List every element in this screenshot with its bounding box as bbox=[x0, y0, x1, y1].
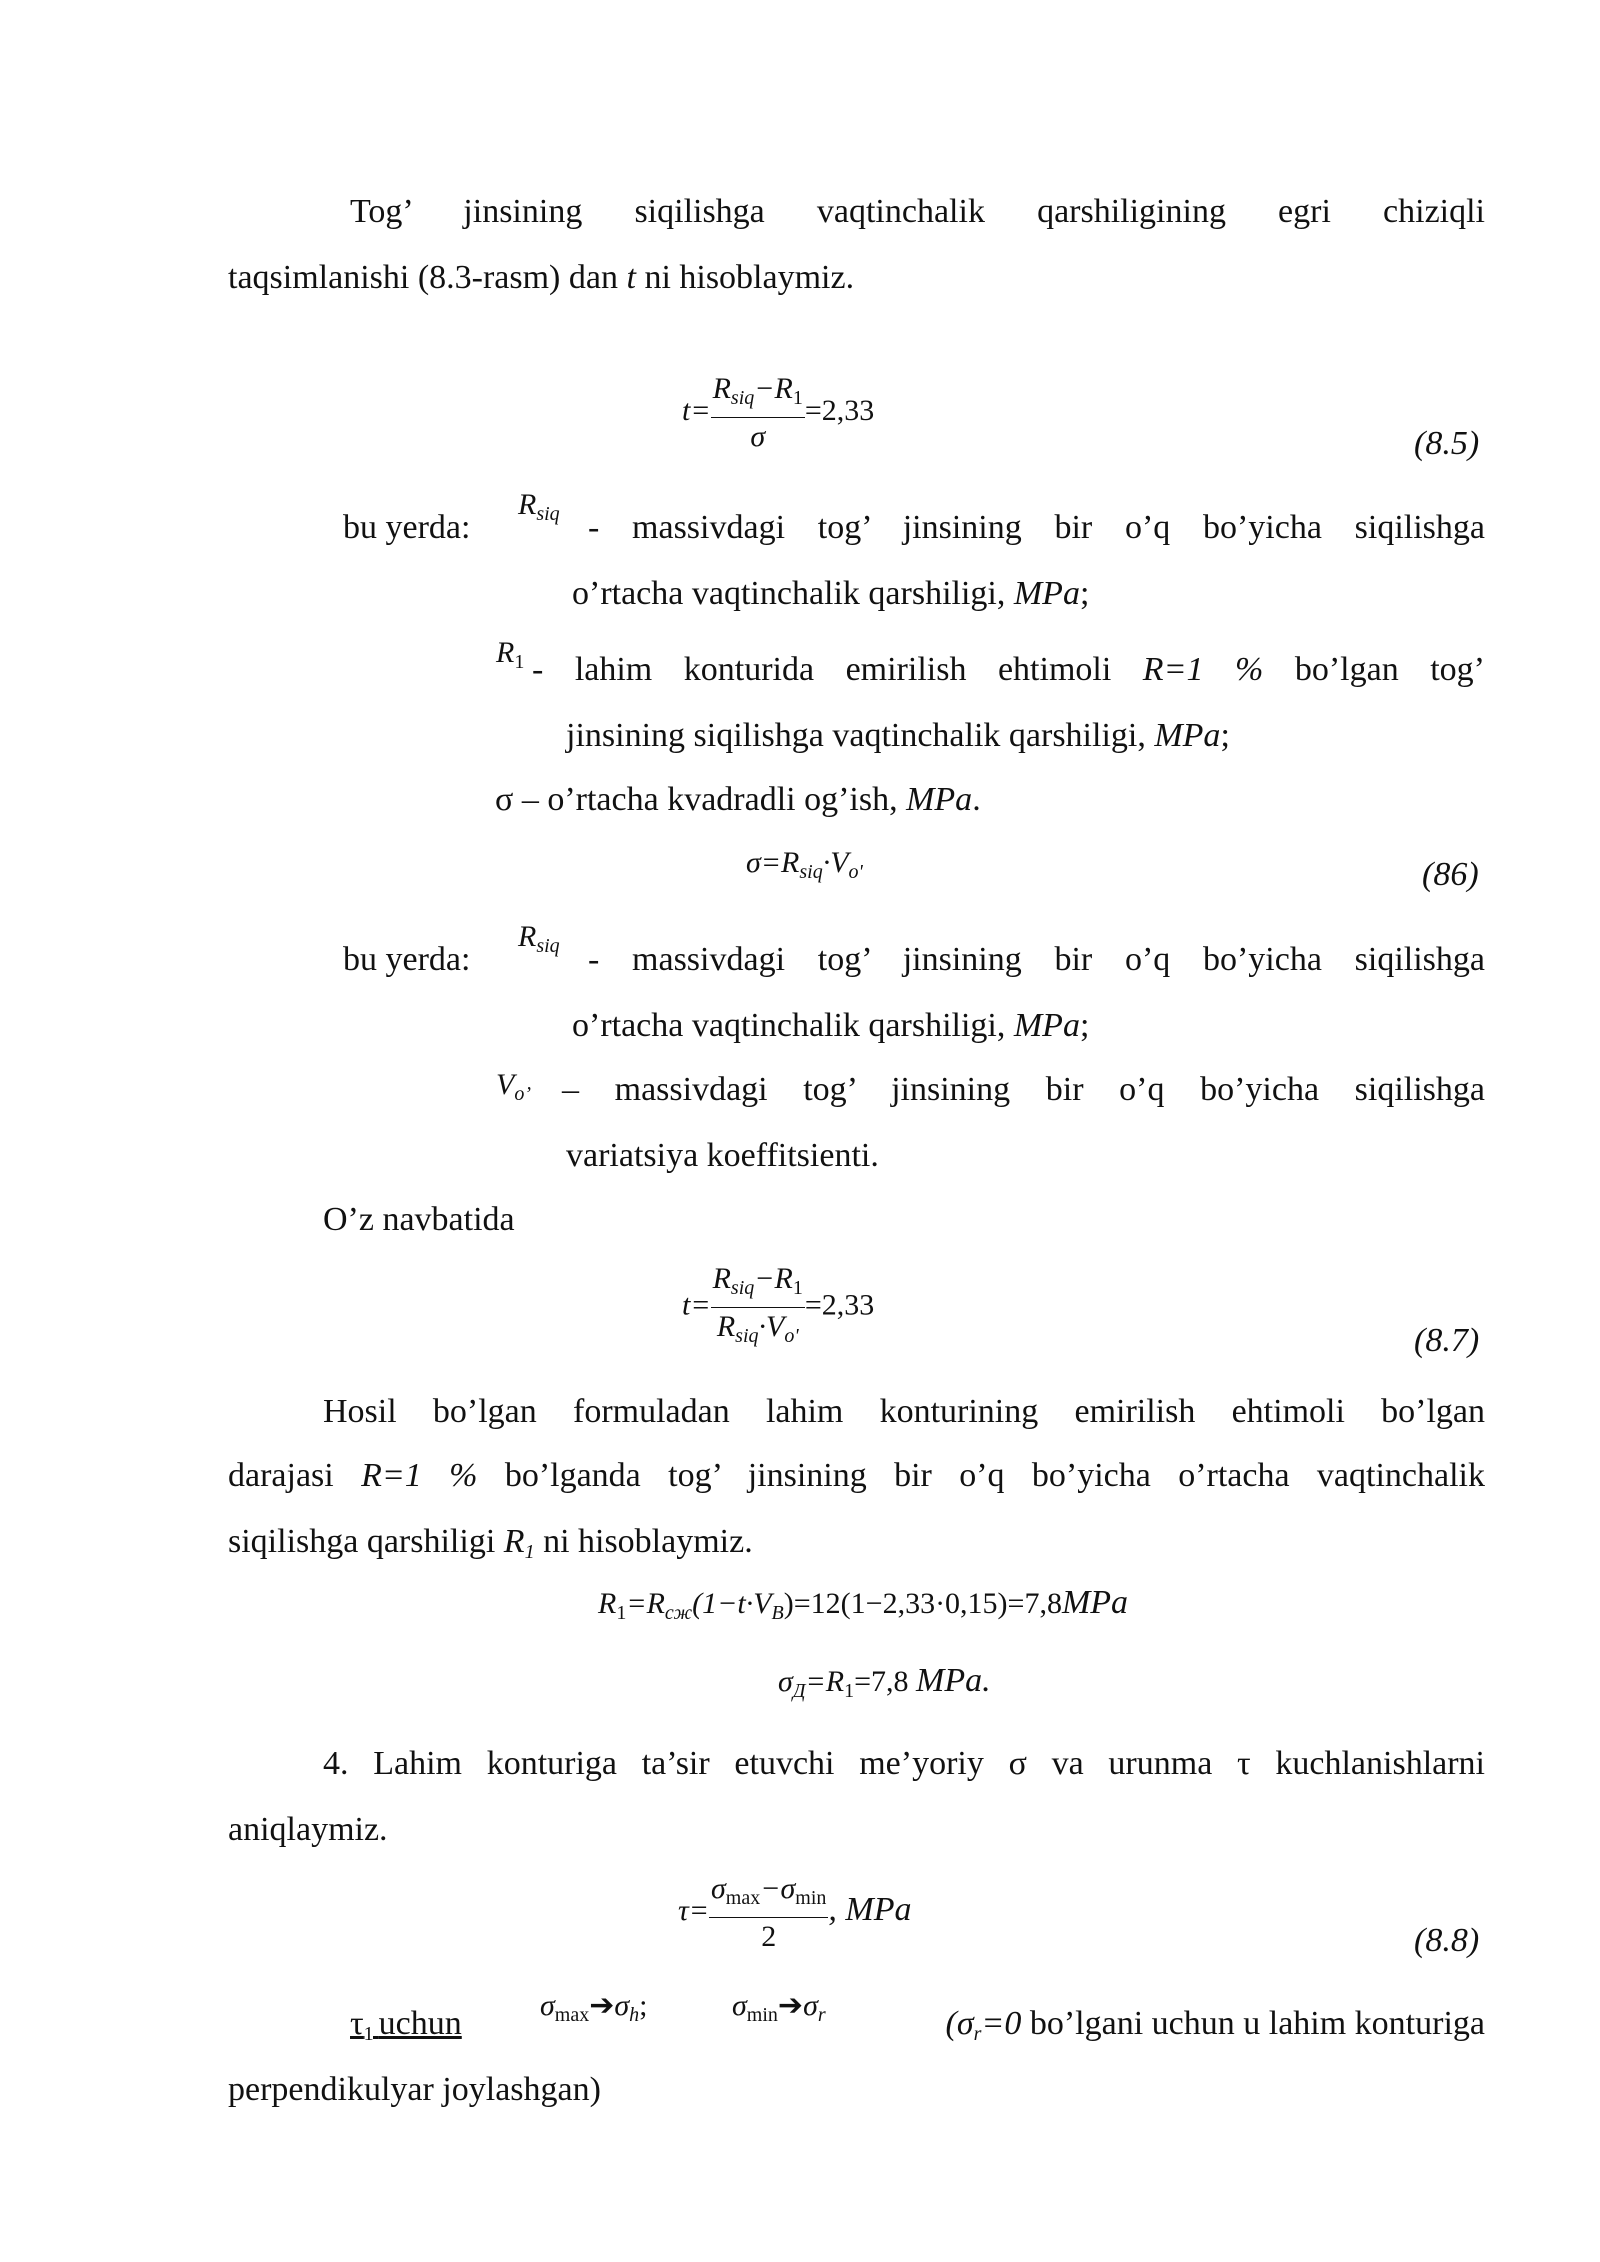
definition-r1-line-2: jinsining siqilishga vaqtinchalik qarshiligi, MPa; bbox=[566, 717, 1230, 754]
equation-r1-value: $R_1=R_{сж}(1-t\cdot V_B)=12(1-2,33\cdot 0,15)=7,8MPa$ bbox=[598, 1584, 1129, 1624]
paragraph-4-line-2: aniqlaymiz. bbox=[228, 1811, 388, 1848]
tau1-uchun-label: τ1 uchun bbox=[350, 2005, 462, 2045]
sigma-max-to-h: $\sigma_{max}➔\sigma_h$; bbox=[540, 1989, 648, 2026]
definition-r-siq-2-line-2: o’rtacha vaqtinchalik qarshiligi, MPa; bbox=[572, 1007, 1090, 1044]
paragraph-1-line-2: taqsimlanishi (8.3-rasm) dan t ni hisoblaymiz. bbox=[228, 259, 855, 296]
paragraph-3-line-3: siqilishga qarshiligi $R_1$ ni hisoblaymiz. bbox=[228, 1523, 753, 1563]
symbol-r1: $R_1$ bbox=[496, 636, 525, 673]
definition-r-siq-line-2: o’rtacha vaqtinchalik qarshiligi, MPa; bbox=[572, 575, 1090, 612]
equation-8-7: t= $\frac{R_{siq}-R_1}{R_{siq}\cdot V_{o'}}$ =2,33 bbox=[682, 1262, 875, 1347]
definition-v-o-line-1: – massivdagi tog’ jinsining bir o’q bo’yicha siqilishga bbox=[562, 1071, 1485, 1108]
equation-8-8: τ= $\frac{\sigma_{max}-\sigma_{min}}{2}$ , MPa bbox=[678, 1872, 912, 1953]
equation-86: $\sigma=R_{siq}\cdot V_{o'}$ bbox=[746, 846, 863, 883]
equation-number-86: (86) bbox=[1422, 856, 1479, 893]
equation-sigma-d: $\sigma_Д=R_1=7,8$ MPa. bbox=[778, 1662, 991, 1702]
sigma-r-note-line-2: perpendikulyar joylashgan) bbox=[228, 2071, 601, 2108]
definition-r1-line-1: - lahim konturida emirilish ehtimoli R=1 % bo’lgan tog’ bbox=[532, 651, 1485, 688]
equation-number-8-7: (8.7) bbox=[1414, 1322, 1480, 1359]
equation-8-5: t= $\frac{R_{siq}-R_1}{\sigma}$ =2,33 bbox=[682, 372, 875, 453]
symbol-v-o: $V_{o’}$ bbox=[496, 1068, 531, 1105]
paragraph-2: O’z navbatida bbox=[323, 1201, 515, 1238]
paragraph-4-line-1: 4. Lahim konturiga ta’sir etuvchi me’yoriy σ va urunma τ kuchlanishlarni bbox=[323, 1745, 1485, 1782]
definition-r-siq-2-line-1: - massivdagi tog’ jinsining bir o’q bo’yicha siqilishga bbox=[588, 941, 1485, 978]
definitions-intro-2: bu yerda: bbox=[343, 941, 471, 978]
definition-r-siq-line-1: - massivdagi tog’ jinsining bir o’q bo’yicha siqilishga bbox=[588, 509, 1485, 546]
definitions-intro-1: bu yerda: bbox=[343, 509, 471, 546]
equation-number-8-8: (8.8) bbox=[1414, 1922, 1480, 1959]
paragraph-3-line-1: Hosil bo’lgan formuladan lahim konturining emirilish ehtimoli bo’lgan bbox=[323, 1393, 1485, 1430]
sigma-r-note: ($\sigma_r=0$ bo’lgani uchun u lahim konturiga bbox=[945, 2005, 1485, 2045]
symbol-r-siq: $R_{siq}$ bbox=[518, 488, 560, 525]
equation-number-8-5: (8.5) bbox=[1414, 425, 1480, 462]
paragraph-1-line-1: Tog’ jinsining siqilishga vaqtinchalik qarshiligining egri chiziqli bbox=[350, 193, 1485, 230]
definition-sigma: σ – o’rtacha kvadradli og’ish, MPa. bbox=[495, 781, 981, 818]
paragraph-3-line-2: darajasi R=1 % bo’lganda tog’ jinsining bir o’q bo’yicha o’rtacha vaqtinchalik bbox=[228, 1457, 1485, 1494]
definition-v-o-line-2: variatsiya koeffitsienti. bbox=[566, 1137, 879, 1174]
sigma-min-to-r: $\sigma_{min}➔\sigma_r$ bbox=[732, 1989, 826, 2026]
symbol-r-siq-2: $R_{siq}$ bbox=[518, 920, 560, 957]
